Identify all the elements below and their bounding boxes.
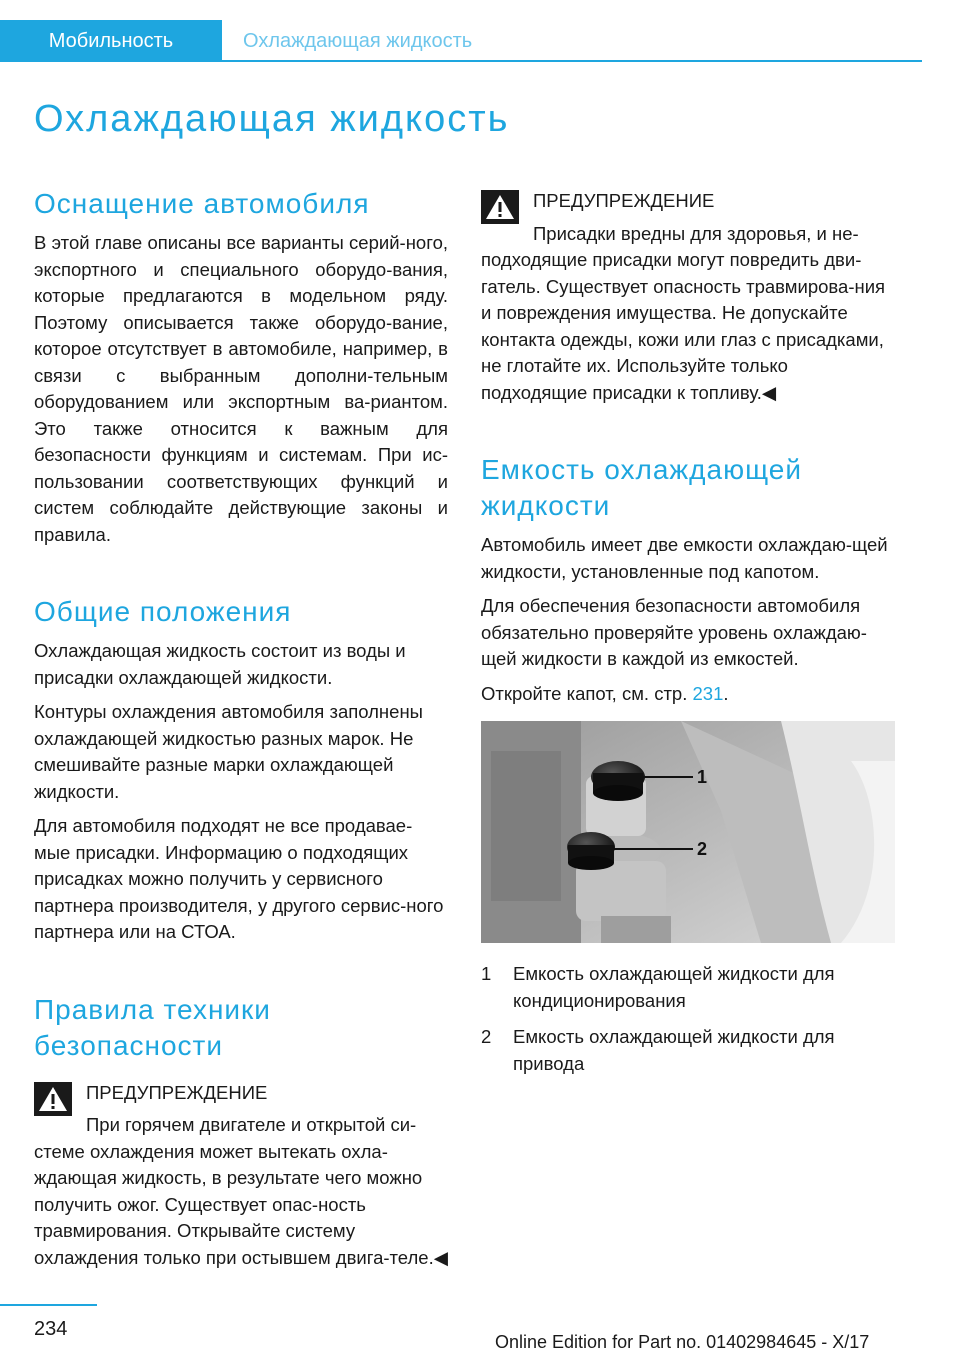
- reservoir-p1: Автомобиль имеет две емкости охлаждаю-щей жидкости, установленные под капотом.: [481, 534, 888, 582]
- tab-separator: [222, 20, 224, 62]
- section-title-safety: Правила техники безопасности: [34, 993, 271, 1061]
- tab-mobility[interactable]: Мобильность: [0, 20, 222, 62]
- equipment-text: В этой главе описаны все варианты серий-ного, экспортного и специального оборудо-вания, которые предлагаются в модельном ряду. Поэтому описывается также оборудо-вание, которое отсутствует в автомобиле, например, в связи с выбранным дополни-тельным оборудованием или экспортным ва-риантом. Это также относится к важным для безопасности функциям и системам. При ис-пользовании соответствующих функций и систем соблюдайте действующие законы и правила.: [34, 232, 448, 545]
- tab-coolant[interactable]: Охлаждающая жидкость: [243, 29, 473, 52]
- reservoir-p3-suffix: .: [723, 682, 729, 704]
- page-number: 234: [34, 1318, 68, 1340]
- page-title: Охлаждающая жидкость: [34, 98, 510, 140]
- right-column: [481, 186, 895, 1087]
- legend-number: 2: [481, 1026, 492, 1047]
- warning-label: ПРЕДУПРЕЖДЕНИЕ: [533, 190, 715, 211]
- general-p2: Контуры охлаждения автомобиля заполнены охлаждающей жидкостью разных марок. Не смешивайте разные марки охлаждающей жидкости.: [34, 701, 423, 802]
- warning-icon: [34, 1082, 72, 1116]
- legend-item: [481, 1024, 895, 1077]
- legend-item: [481, 961, 895, 1014]
- tab-underline: [222, 60, 922, 62]
- reservoir-p3-prefix: Откройте капот, см. стр.: [481, 682, 693, 704]
- left-column: [34, 186, 448, 1271]
- legend-text: Емкость охлаждающей жидкости для кондиционирования: [513, 963, 835, 1011]
- general-p3: Для автомобиля подходят не все продавае-мые присадки. Информацию о подходящих присадках можно получить у сервисного партнера производителя, у другого сервис-ного партнера или на СТОА.: [34, 815, 444, 942]
- page-number-rule: [0, 1304, 97, 1306]
- legend-text: Емкость охлаждающей жидкости для привода: [513, 1026, 835, 1074]
- additive-warning: [481, 186, 895, 406]
- general-p1: Охлаждающая жидкость состоит из воды и присадки охлаждающей жидкости.: [34, 640, 406, 688]
- edition-footer: Online Edition for Part no. 01402984645 - X/17: [495, 1332, 870, 1352]
- page-link-231[interactable]: 231: [692, 682, 724, 704]
- engine-bay-photo: [481, 721, 895, 943]
- safety-warning: [34, 1078, 448, 1272]
- reservoir-p3: [481, 681, 895, 708]
- warning-icon: [481, 190, 519, 224]
- reservoir-p2: Для обеспечения безопасности автомобиля обязательно проверяйте уровень охлаждаю-щей жидкости в каждой из емкостей.: [481, 595, 867, 669]
- header-tabs: [0, 20, 922, 62]
- photo-legend: [481, 961, 895, 1077]
- legend-number: 1: [481, 963, 492, 984]
- section-title-general: Общие положения: [34, 596, 292, 627]
- warning-label: ПРЕДУПРЕЖДЕНИЕ: [86, 1081, 268, 1103]
- section-title-equipment: Оснащение автомобиля: [34, 188, 370, 219]
- section-title-reservoir: Емкость охлаждающей жидкости: [481, 454, 802, 521]
- photo-label-1: 1: [697, 767, 708, 787]
- additive-warning-text: Присадки вредны для здоровья, и не-подходящие присадки могут повредить дви-гатель. Существует опасность травмирова-ния и повреждения имущества. Не допускайте контакта одежды, кожи или глаз с присадками, не глотайте их. Используйте только подходящие присадки к топливу.◀: [481, 222, 886, 403]
- photo-label-2: 2: [697, 839, 708, 859]
- safety-warning-text: При горячем двигателе и открытой си-стеме охлаждения может вытекать охла-ждающая жидкость, в результате чего можно получить ожог. Существует опас-ность травмирования. Открывайте систему охлаждения только при остывшем двига-теле.◀: [34, 1114, 448, 1268]
